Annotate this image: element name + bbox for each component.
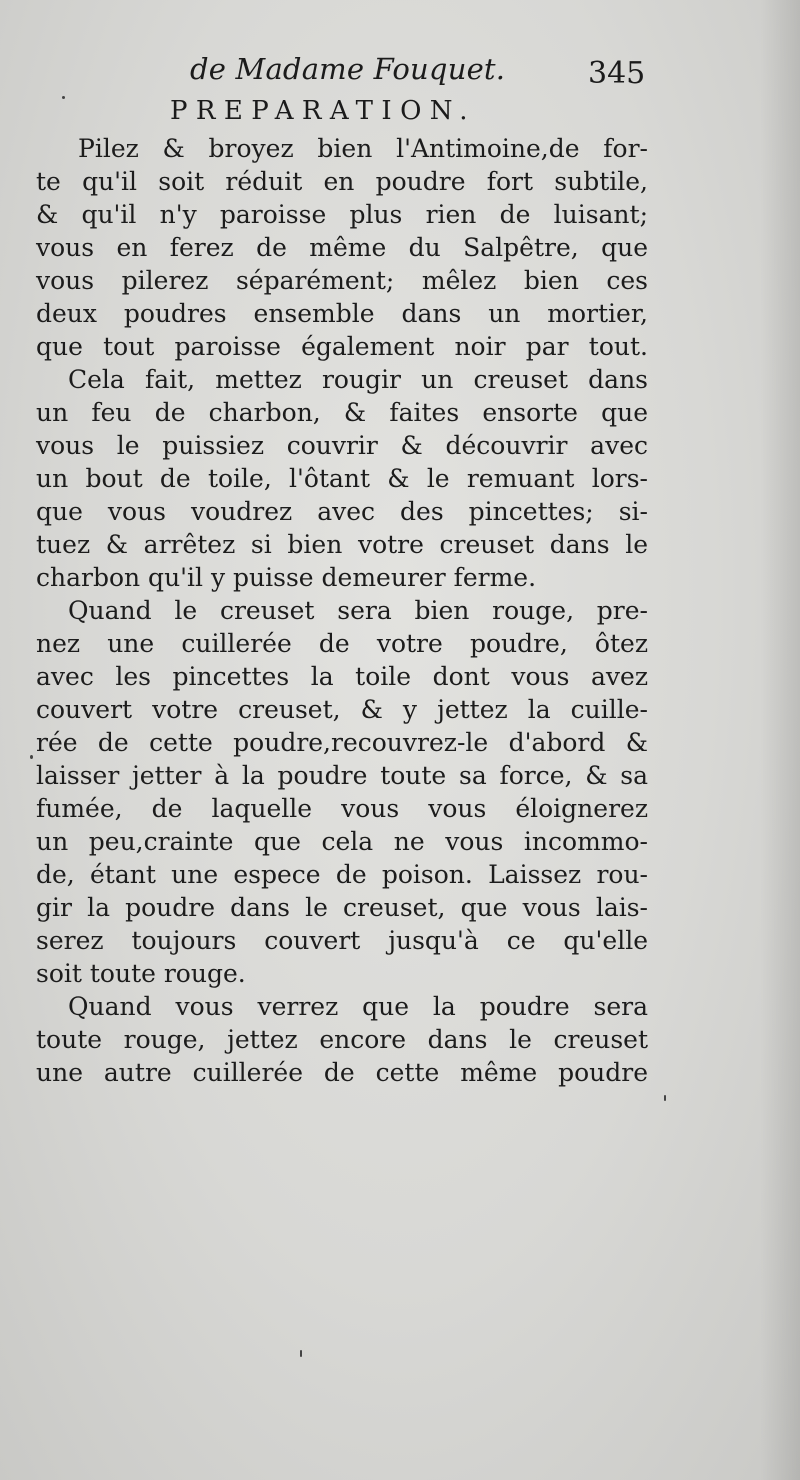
text-line: vous pilerez séparément; mêlez bien ces	[36, 266, 648, 295]
running-title: de Madame Fouquet.	[190, 52, 506, 86]
text-line: laisser jetter à la poudre toute sa force, & sa	[36, 761, 648, 790]
text-line: avec les pincettes la toile dont vous avez	[36, 662, 648, 691]
text-line: un peu,crainte que cela ne vous incommo-	[36, 827, 648, 856]
text-line: que vous voudrez avec des pincettes; si-	[36, 497, 648, 526]
text-line: soit toute rouge.	[36, 959, 246, 988]
text-line: couvert votre creuset, & y jettez la cuille-	[36, 695, 648, 724]
paper-speck	[30, 755, 33, 759]
text-line: te qu'il soit réduit en poudre fort subtile,	[36, 167, 648, 196]
text-line: une autre cuillerée de cette même poudre	[36, 1058, 648, 1087]
paper-speck	[300, 1350, 302, 1357]
text-line: charbon qu'il y puisse demeurer ferme.	[36, 563, 537, 592]
text-line: vous le puissiez couvrir & découvrir avec	[36, 431, 648, 460]
text-line: deux poudres ensemble dans un mortier,	[36, 299, 648, 328]
paper-speck	[664, 1095, 666, 1101]
text-line: un bout de toile, l'ôtant & le remuant lors-	[36, 464, 648, 493]
text-line: toute rouge, jettez encore dans le creuset	[36, 1025, 648, 1054]
text-line: & qu'il n'y paroisse plus rien de luisant;	[36, 200, 648, 229]
text-line: Quand vous verrez que la poudre sera	[68, 992, 648, 1021]
text-line: rée de cette poudre,recouvrez-le d'abord &	[36, 728, 648, 757]
text-line: nez une cuillerée de votre poudre, ôtez	[36, 629, 648, 658]
text-line: serez toujours couvert jusqu'à ce qu'elle	[36, 926, 648, 955]
text-line: Pilez & broyez bien l'Antimoine,de for-	[78, 134, 648, 163]
text-line: Quand le creuset sera bien rouge, pre-	[68, 596, 648, 625]
body-text	[36, 132, 648, 1089]
text-line: tuez & arrêtez si bien votre creuset dans le	[36, 530, 648, 559]
text-line: que tout paroisse également noir par tout.	[36, 332, 648, 361]
text-line: fumée, de laquelle vous vous éloignerez	[36, 794, 648, 823]
text-line: de, étant une espece de poison. Laissez rou-	[36, 860, 648, 889]
text-line: vous en ferez de même du Salpêtre, que	[36, 233, 648, 262]
text-line: un feu de charbon, & faites ensorte que	[36, 398, 648, 427]
running-head	[0, 50, 800, 100]
page-number: 345	[588, 56, 646, 91]
paper-speck	[62, 96, 65, 99]
section-heading: PREPARATION.	[170, 96, 476, 126]
page-edge-shadow	[760, 0, 800, 1480]
text-line: gir la poudre dans le creuset, que vous lais-	[36, 893, 648, 922]
text-line: Cela fait, mettez rougir un creuset dans	[68, 365, 648, 394]
